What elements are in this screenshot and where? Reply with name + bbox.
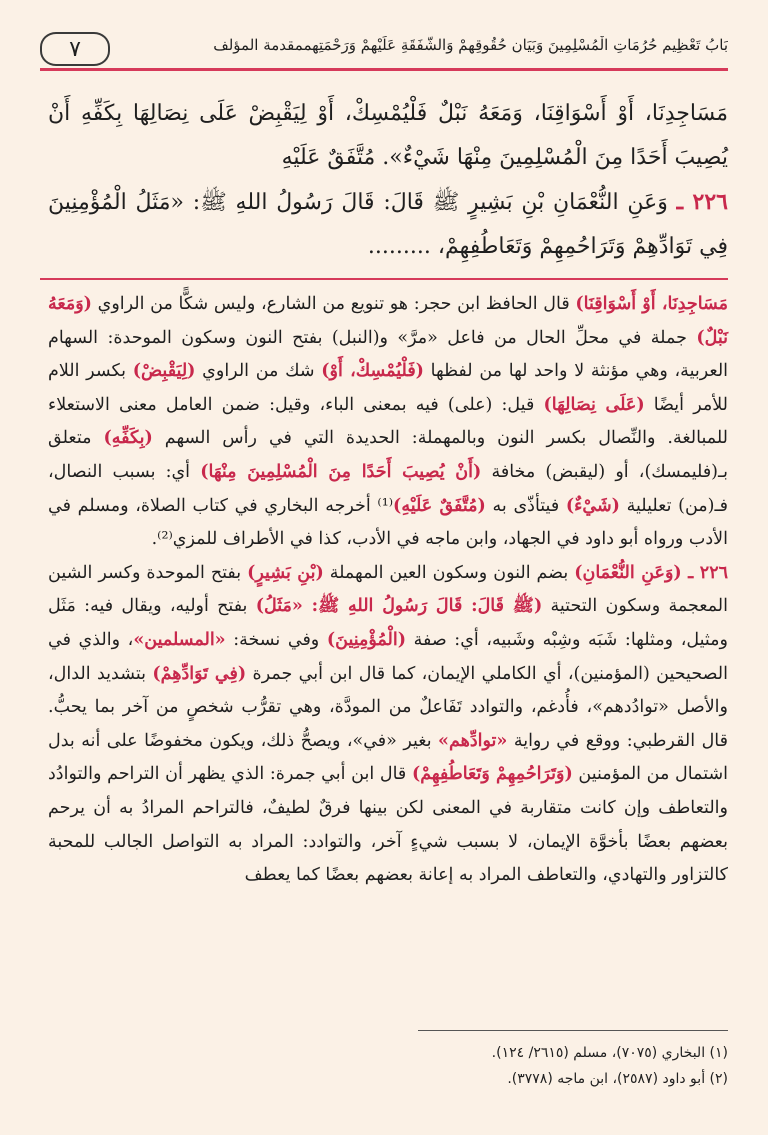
quoted-phrase: (مُتَّفَقٌ عَلَيْهِ) — [393, 495, 486, 516]
commentary — [48, 288, 728, 893]
commentary-text: بفتح الموحدة وكسر الشين المعجمة وسكون التحتية — [48, 562, 729, 617]
commentary-text: أي: بسبب النصال، فـ(من) تعليلية — [48, 461, 728, 516]
commentary-text: بفتح أوليه، ويقال فيه: مَثَل ومثيل، ومثلها: شَبَه وشِبْه وشَبيه، أي: صفة — [48, 596, 728, 650]
matn-hadith-226 — [48, 180, 728, 269]
commentary-text: بغير «في»، ويصحُّ ذلك، ويكون مخفوضًا على أنه بدل اشتمال من المؤمنين — [48, 730, 728, 785]
quoted-phrase: (فَلْيُمْسِكْ، أَوْ) — [321, 361, 424, 382]
commentary-paragraph-1 — [48, 288, 728, 557]
commentary-text: ⁽¹⁾ أخرجه البخاري في كتاب الصلاة، ومسلم في الأدب ورواه أبو داود في الجهاد، وابن ماجه في الأدب، كذا في الأطراف للمزي⁽²⁾. — [48, 495, 728, 550]
commentary-text: ، والذي في الصحيحين (المؤمنين)، أي الكاملي الإيمان، كما قال ابن أبي جمرة — [48, 629, 728, 684]
quoted-phrase: «المسلمين» — [133, 629, 226, 650]
quoted-phrase: ٢٢٦ ـ (وَعَنِ النُّعْمَانِ) — [574, 562, 728, 583]
footnote-rule — [418, 1030, 728, 1031]
matn-divider — [40, 278, 728, 280]
commentary-text: قال الحافظ ابن حجر: هو تنويع من الشارع، وليس شكًّا من الراوي — [91, 294, 576, 314]
quoted-phrase: (وَتَرَاحُمِهِمْ وَتَعَاطُفِهِمْ) — [411, 764, 573, 785]
quoted-phrase: (الْمُؤْمِنِينَ) — [326, 629, 407, 650]
commentary-text: وفي نسخة: — [225, 629, 327, 650]
quoted-phrase: (فِي تَوَادِّهِمْ) — [152, 663, 247, 684]
commentary-text: شك من الراوي — [195, 361, 322, 382]
quoted-phrase: (وَمَعَهُ نَبْلٌ) — [48, 294, 729, 348]
commentary-text: قال ابن أبي جمرة: الذي يظهر أن التراحم والتوادُد والتعاطف وإن كانت متقاربة في المعنى لكن بينها فرقٌ لطيفٌ، فالتراحم المرادُ به أن يرحم بعضهم بعضًا بأخوَّة الإيمان، لا بسبب شيءٍ آخر، والتوادد: المراد به التواصل الجالب للمحبة كالتزاور والتهادي، والتعاطف المراد به إعانة بعضهم بعضًا كما يعطف — [48, 764, 728, 886]
commentary-text: جملة في محلِّ الحال من فاعل «مرَّ» و(النبل) بفتح النون وسكون الموحدة: السهام العربية، وهي مؤنثة لا واحد لها من لفظها — [48, 327, 729, 382]
matn-line-2: وَعَنِ النُّعْمَانِ بْنِ بَشِيرٍ ﷺ قَالَ: قَالَ رَسُولُ اللهِ ﷺ: «مَثَلُ الْمُؤْمِنِينَ فِي تَوَادِّهِمْ وَتَرَاحُمِهِمْ وَتَعَاطُفِهِمْ، ......... — [48, 190, 728, 259]
commentary-text: بتشديد الدال، والأصل «توادُدهم»، فأُدغم، والتوادد تَفَاعلٌ من المودَّة، وهي تقرُّب شخصٍ من آخر بما يحبُّ. قال القرطبي: ووقع في رواية — [48, 663, 728, 751]
quoted-phrase: (شَيْءٌ) — [565, 495, 620, 516]
quoted-phrase: مَسَاجِدِنَا، أَوْ أَسْوَاقِنَا) — [575, 294, 729, 314]
quoted-phrase: (لِيَقْبِضْ) — [132, 361, 196, 382]
hadith-text — [48, 92, 728, 269]
running-header — [40, 30, 728, 68]
matn-line-1: مَسَاجِدِنَا، أَوْ أَسْوَاقِنَا، وَمَعَهُ نَبْلٌ فَلْيُمْسِكْ، أَوْ لِيَقْبِضْ عَلَى نِصَالِهَا بِكَفِّهِ أَنْ يُصِيبَ أَحَدًا مِنَ الْمُسْلِمِينَ مِنْهَا شَيْءٌ». مُتَّفَقٌ عَلَيْهِ — [48, 101, 728, 170]
quoted-phrase: «توادِّهم» — [438, 730, 508, 751]
quoted-phrase: (ﷺ قَالَ: قَالَ رَسُولُ اللهِ ﷺ: «مَثَلُ) — [255, 596, 543, 617]
page-number: ٧ — [40, 32, 110, 66]
quoted-phrase: (أَنْ يُصِيبَ أَحَدًا مِنَ الْمُسْلِمِينَ مِنْهَا) — [200, 461, 482, 482]
footnote-1: (١) البخاري (٧٠٧٥)، مسلم (٢٦١٥/ ١٢٤). — [491, 1045, 728, 1061]
commentary-paragraph-2 — [48, 557, 728, 893]
footnote-2: (٢) أبو داود (٢٥٨٧)، ابن ماجه (٣٧٧٨). — [507, 1071, 728, 1087]
commentary-text: متعلق بـ(فليمسك)، أو (ليقبض) مخافة — [48, 428, 729, 482]
footnotes — [48, 1040, 728, 1092]
commentary-text: بضم النون وسكون العين المهملة — [323, 562, 575, 583]
commentary-text: بكسر اللام للأمر أيضًا — [48, 361, 728, 415]
hadith-number: ٢٢٦ ـ — [676, 189, 728, 215]
quoted-phrase: (بْنِ بَشِيرٍ) — [247, 562, 324, 583]
quoted-phrase: (عَلَى نِصَالِهَا) — [543, 394, 645, 415]
header-rule — [40, 68, 728, 71]
commentary-text: قيل: (على) فيه بمعنى الباء، وقيل: ضمن العامل معنى الاستعلاء للمبالغة. والنِّصال بكسر النون وبالمهملة: الحديدة التي في رأس السهم — [48, 394, 728, 449]
quoted-phrase: (بِكَفِّهِ) — [103, 428, 153, 449]
commentary-text: فيتأذّى به — [485, 495, 566, 516]
chapter-title: بَابُ تَعْظِيمِ حُرُمَاتِ الْمُسْلِمِينَ وَبَيَانِ حُقُوقِهِمْ وَالشَّفَقَةِ عَلَيْهِمْ وَرَحْمَتِهِممقدمة المؤلف — [213, 36, 728, 54]
